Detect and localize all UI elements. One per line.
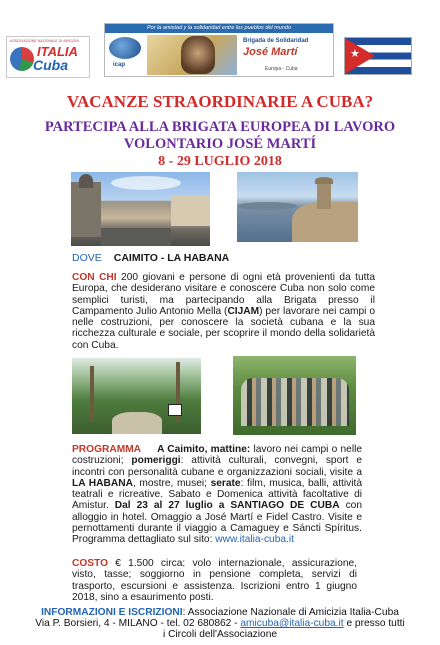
event-dates: 8 - 29 LUGLIO 2018 xyxy=(158,154,282,169)
programma-section xyxy=(72,444,362,546)
info-line-1 xyxy=(0,607,440,618)
banner-sub-text: Europa - Cuba xyxy=(265,66,298,72)
logo-swoosh-icon xyxy=(10,47,34,71)
costo-section xyxy=(72,558,357,603)
programma-bold-4: serate xyxy=(210,477,241,489)
info-line-2 xyxy=(0,618,440,629)
campamento-path-photo xyxy=(72,358,201,434)
subheadline-1: PARTECIPA ALLA BRIGATA EUROPEA DI LAVORO xyxy=(44,119,396,135)
brigade-banner xyxy=(104,23,334,77)
info-address: Via P. Borsieri, 4 - MILANO - tel. 02 680862 - xyxy=(35,618,241,630)
icap-label: icap xyxy=(113,62,126,68)
photo-sign xyxy=(168,404,182,416)
photo-dome xyxy=(79,174,93,188)
photo-road xyxy=(101,228,171,246)
logo-italia-text: ITALIA xyxy=(37,44,78,59)
programma-bold-5: Dal 23 al 27 luglio a SANTIAGO DE CUBA xyxy=(114,500,340,512)
jose-marti-portrait xyxy=(181,36,215,74)
photo-palm xyxy=(90,366,94,422)
photo-tower xyxy=(317,181,331,209)
info-label: INFORMAZIONI E ISCRIZIONI xyxy=(41,607,183,618)
banner-slogan: Por la amistad y la solidaridad entre los pueblos del mundo xyxy=(105,24,333,33)
dove-section xyxy=(72,253,382,264)
dove-label: DOVE xyxy=(72,252,102,264)
programma-text-5: con alloggio in hotel. Omaggio a José Martí e Fidel Castro. Visite e pernottamenti durante il viaggio a Camaguey e Sáncti Spíritus. Programma dettagliato sul sito: xyxy=(72,500,362,546)
banner-brigade-text: Brigada de Solidaridad xyxy=(243,38,309,44)
havana-street-photo xyxy=(71,172,210,246)
banner-name-text: José Martí xyxy=(243,46,298,58)
email-link[interactable]: amicuba@italia-cuba.it xyxy=(240,618,344,630)
con-chi-section xyxy=(72,272,375,351)
info-section xyxy=(0,607,440,641)
info-text-1: : Associazione Nazionale di Amicizia Italia-Cuba xyxy=(182,607,399,618)
photo-people xyxy=(241,378,349,426)
logo-association-text: ASSOCIAZIONE NAZIONALE DI AMICIZIA xyxy=(10,39,79,43)
programma-bold-3: LA HABANA xyxy=(72,477,133,489)
photo-tower-cap xyxy=(315,177,333,184)
con-chi-text: 200 giovani e persone di ogni età provenienti da tutta Europa, che desiderano visitare e conoscere Cuba non solo come semplici turisti, ma partecipando alla Brigata presso il Campamento Julio Antonio Mella ( xyxy=(72,272,376,317)
subheadline-2: VOLONTARIO JOSÉ MARTÍ xyxy=(123,136,317,152)
logo-cuba-text: Cuba xyxy=(33,57,68,73)
photo-building-right xyxy=(171,196,210,226)
globe-icon xyxy=(109,37,141,59)
photo-building xyxy=(71,182,101,237)
dove-value: CAIMITO - LA HABANA xyxy=(113,252,230,264)
info-text-3: e presso tutti xyxy=(343,618,405,630)
photo-path xyxy=(112,412,162,434)
programma-text-2: : attività culturali, convegni, sport e incontri con personalità cubane e organizzazioni sociali, visite a xyxy=(72,455,362,478)
morro-fortress-photo xyxy=(237,172,358,242)
programma-text-1: lavoro nei campi o nelle costruzioni; xyxy=(72,444,363,467)
cuban-flag-icon xyxy=(344,37,412,75)
programma-bold-2: pomeriggi xyxy=(131,455,181,467)
headline: VACANZE STRAORDINARIE A CUBA? xyxy=(66,92,374,111)
flag-star-icon: ★ xyxy=(350,48,360,60)
programma-bold-1: A Caimito, mattine: xyxy=(157,444,251,455)
con-chi-label: CON CHI xyxy=(72,272,117,283)
photo-cloud xyxy=(111,176,181,190)
costo-text: € 1.500 circa: volo internazionale, assicurazione, visto, tasse; soggiorno in pensione completa, servizi di trasporto, escursioni e assistenza. Iscrizioni entro 1 giugno 2018, sino a esaurimento posti. xyxy=(72,558,357,603)
website-link[interactable]: www.italia-cuba.it xyxy=(215,534,294,546)
programma-text-3: , mostre, musei; xyxy=(132,477,211,489)
programma-text-4: : film, musica, balli, attività teatrali e ricreative. Sabato e Domenica attività facoltative di Amistur. xyxy=(72,477,362,512)
costo-label: COSTO xyxy=(72,558,109,569)
con-chi-text-2: ) per lavorare nei campi o nelle costruzioni, per conoscere la società cubana e la sua ricchezza culturale e sociale, per scoprire il mondo della solidarietà con Cuba. xyxy=(72,305,375,351)
photo-ridge xyxy=(237,202,297,210)
brigade-group-photo xyxy=(233,356,356,435)
cijam-text: CIJAM xyxy=(227,305,260,317)
programma-label: PROGRAMMA xyxy=(72,444,142,455)
info-line-3: i Circoli dell'Associazione xyxy=(162,629,278,641)
italia-cuba-logo xyxy=(6,36,90,78)
